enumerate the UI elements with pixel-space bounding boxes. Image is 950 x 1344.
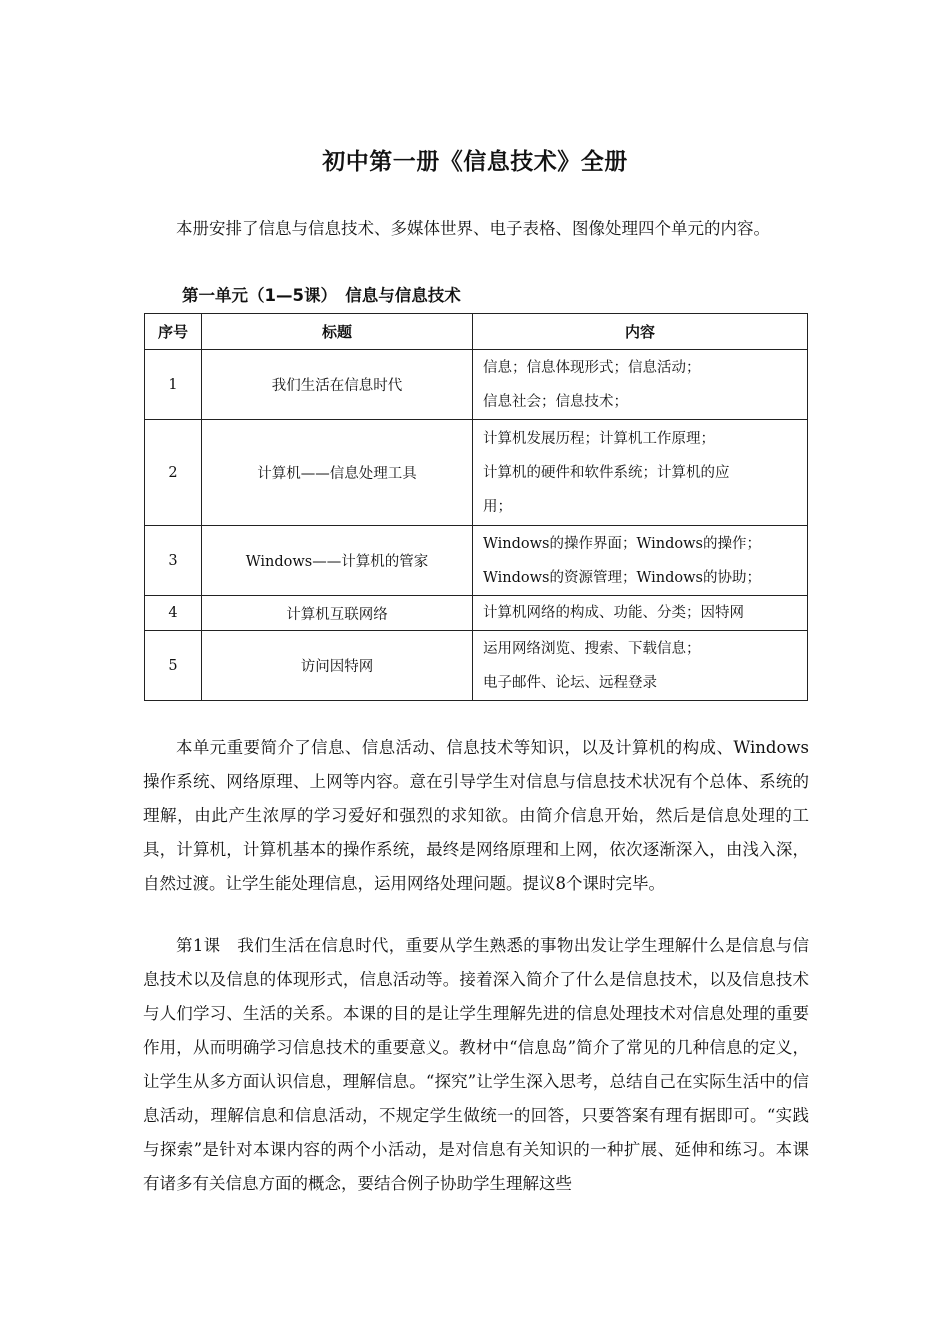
header-number: 序号 [145, 314, 202, 350]
row-content [473, 526, 808, 596]
content-line: Windows的操作界面；Windows的操作； [483, 535, 761, 552]
row-title: 访问因特网 [202, 631, 473, 701]
content-line: 计算机网络的构成、功能、分类；因特网 [483, 605, 744, 621]
table-row [145, 596, 808, 631]
row-content [473, 420, 808, 526]
content-line: 运用网络浏览、搜索、下载信息； [483, 640, 701, 657]
row-content [473, 631, 808, 701]
row-content [473, 596, 808, 631]
unit-summary-paragraph: 本单元重要简介了信息、信息活动、信息技术等知识，以及计算机的构成、Windows操作系统、网络原理、上网等内容。意在引导学生对信息与信息技术状况有个总体、系统的理解，由此产生浓厚的学习爱好和强烈的求知欲。由简介信息开始，然后是信息处理的工具，计算机，计算机基本的操作系统，最终是网络原理和上网，依次逐渐深入，由浅入深，自然过渡。让学生能处理信息，运用网络处理问题。提议8个课时完毕。 [143, 738, 809, 893]
intro-paragraph: 本册安排了信息与信息技术、多媒体世界、电子表格、图像处理四个单元的内容。 [176, 219, 770, 238]
row-content [473, 350, 808, 420]
content-line: Windows的资源管理；Windows的协助； [483, 569, 761, 586]
table-header-row [145, 314, 808, 350]
row-number: 1 [145, 350, 202, 420]
content-line: 计算机的硬件和软件系统；计算机的应 [483, 464, 730, 481]
table-row [145, 350, 808, 420]
document-title: 初中第一册《信息技术》全册 [322, 149, 628, 175]
row-title: 计算机互联网络 [202, 596, 473, 631]
row-title: 我们生活在信息时代 [202, 350, 473, 420]
row-number: 3 [145, 526, 202, 596]
row-title: 计算机——信息处理工具 [202, 420, 473, 526]
content-line: 信息社会；信息技术； [483, 393, 628, 410]
table-row [145, 420, 808, 526]
unit-heading: 第一单元（1—5课） 信息与信息技术 [182, 286, 461, 305]
lesson1-paragraph: 第1课 我们生活在信息时代，重要从学生熟悉的事物出发让学生理解什么是信息与信息技术以及信息的体现形式，信息活动等。接着深入简介了什么是信息技术，以及信息技术与人们学习、生活的关系。本课的目的是让学生理解先进的信息处理技术对信息处理的重要作用，从而明确学习信息技术的重要意义。教材中“信息岛”简介了常见的几种信息的定义，让学生从多方面认识信息，理解信息。“探究”让学生深入思考，总结自己在实际生活中的信息活动，理解信息和信息活动，不规定学生做统一的回答，只要答案有理有据即可。“实践与探索”是针对本课内容的两个小活动，是对信息有关知识的一种扩展、延伸和练习。本课有诸多有关信息方面的概念，要结合例子协助学生理解这些 [143, 936, 809, 1193]
row-title: Windows——计算机的管家 [202, 526, 473, 596]
header-content: 内容 [473, 314, 808, 350]
row-number: 4 [145, 596, 202, 631]
content-line: 电子邮件、论坛、远程登录 [483, 674, 657, 691]
row-number: 2 [145, 420, 202, 526]
header-title: 标题 [202, 314, 473, 350]
lessons-table [144, 313, 808, 701]
content-line: 用； [483, 498, 512, 515]
table-row [145, 631, 808, 701]
table-row [145, 526, 808, 596]
content-line: 计算机发展历程；计算机工作原理； [483, 430, 715, 447]
row-number: 5 [145, 631, 202, 701]
content-line: 信息；信息体现形式；信息活动； [483, 359, 701, 376]
